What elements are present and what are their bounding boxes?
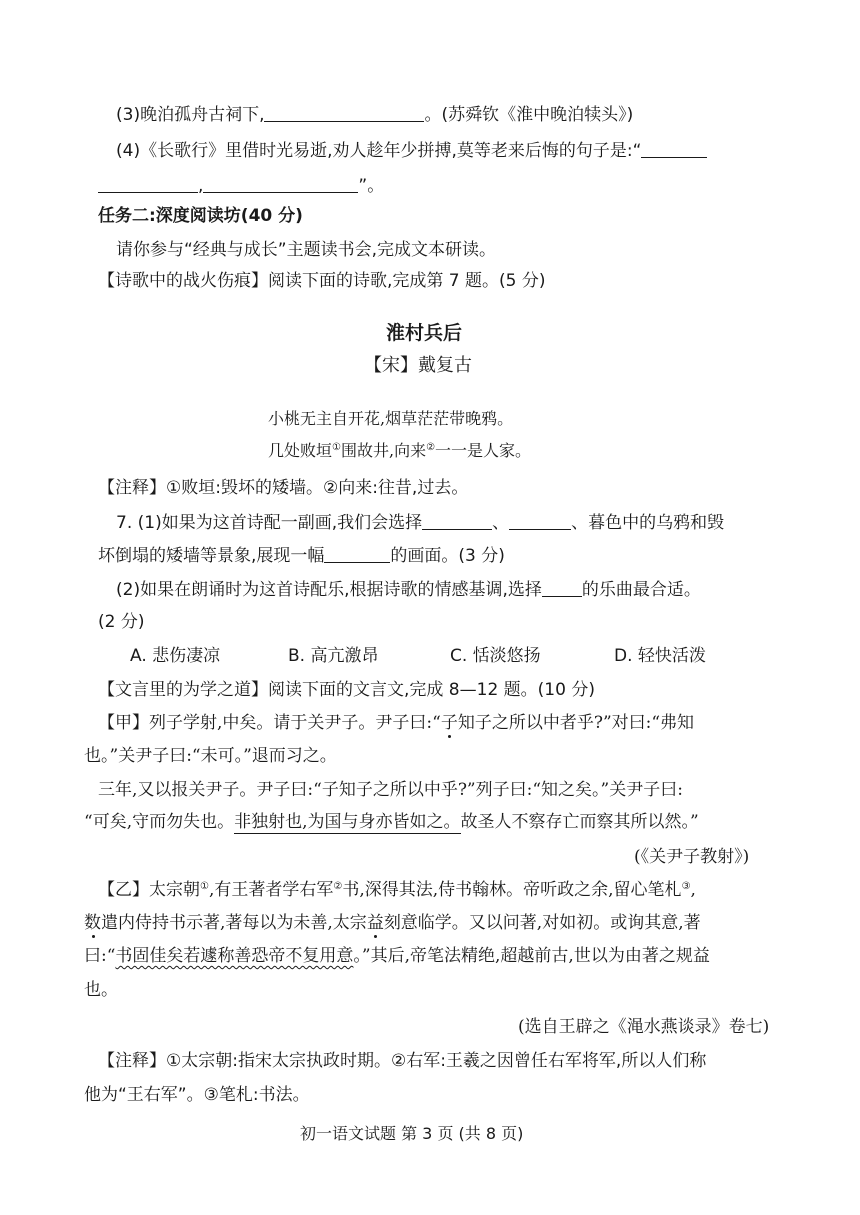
yi-note-line-2: 他为“王右军”。③笔札:书法。 (84, 1085, 310, 1105)
jia-l1-dotted: 子 (440, 713, 458, 733)
question-4 (116, 140, 707, 162)
q4-text: (4)《长歌行》里借时光易逝,劝人趁年少拼搏,莫等老来后悔的句子是:“ (116, 141, 642, 161)
yi-note-mark-3: ③ (681, 881, 691, 892)
yi-line-1 (98, 880, 696, 901)
q7-p1-line2-a: 坏倒塌的矮墙等景象,展现一幅 (98, 546, 325, 566)
q7-blank-3[interactable] (324, 545, 390, 563)
q7-option-b[interactable]: B. 高亢激昂 (288, 646, 379, 666)
poem-section-intro: 【诗歌中的战火伤痕】阅读下面的诗歌,完成第 7 题。(5 分) (98, 271, 546, 291)
yi-note-line-1: 【注释】①太宗朝:指宋太宗执政时期。②右军:王羲之因曾任右军将军,所以人们称 (98, 1051, 707, 1071)
note-mark-1: ① (332, 442, 341, 453)
jia-l1-a: 【甲】列子学射,中矣。请于关尹子。尹子曰:“ (98, 713, 441, 733)
jia-line-3: 三年,又以报关尹子。尹子曰:“子知子之所以中乎?”列子曰:“知之矣。”关尹子曰: (98, 780, 683, 800)
poem-line-1: 小桃无主自开花,烟草茫茫带晚鸦。 (268, 409, 514, 428)
question-3 (116, 104, 633, 126)
jia-line-4 (84, 812, 699, 833)
yi-l3-wavy: 书固佳矣若遽称善恐帝不复用意 (115, 946, 354, 966)
yi-note-mark-2: ② (333, 881, 343, 892)
poem-title: 淮村兵后 (386, 322, 463, 344)
q7-p2-text-a: (2)如果在朗诵时为这首诗配乐,根据诗歌的情感基调,选择 (116, 580, 542, 600)
q3-suffix: 。(苏舜钦《淮中晚泊犊头》) (424, 105, 634, 125)
yi-line-3 (84, 946, 710, 967)
jia-source: (《关尹子教射》) (634, 847, 750, 867)
yi-line-4: 也。 (84, 980, 118, 1000)
page-footer: 初一语文试题 第 3 页 (共 8 页) (300, 1124, 524, 1143)
q7-p1-sep: 、 (492, 513, 510, 533)
yi-l3-b: 。”其后,帝笔法精绝,超越前古,世以为由著之规益 (353, 946, 710, 966)
jia-line-1 (98, 713, 694, 734)
q7-p1-text-a: 7. (1)如果为这首诗配一副画,我们会选择 (116, 513, 423, 533)
q7-p1-line2-b: 的画面。(3 分) (390, 546, 505, 566)
jia-l4-a: “可矣,守而勿失也。 (84, 812, 235, 832)
poem-line-2-a: 几处败垣 (268, 441, 333, 460)
q7-part-2-score: (2 分) (98, 612, 145, 632)
yi-l2-dotted-1: 数 (84, 913, 101, 933)
q4-comma: , (198, 176, 204, 196)
q7-part-2 (116, 579, 701, 601)
q7-blank-4[interactable] (542, 579, 582, 597)
jia-l4-underlined: 非独射也,为国与身亦皆如之。 (234, 812, 461, 832)
poem-note: 【注释】①败垣:毁坏的矮墙。②向来:往昔,过去。 (98, 478, 469, 498)
yi-l1-c: 书,深得其法,侍书翰林。帝听政之余,留心笔札 (342, 880, 682, 900)
q7-blank-2[interactable] (509, 512, 571, 530)
jia-line-2: 也。”关尹子曰:“未可。”退而习之。 (84, 746, 337, 766)
poem-author: 【宋】戴复古 (364, 355, 472, 376)
yi-l2-a: 遣内侍持书示著,著每以为未善,太宗 (101, 913, 367, 933)
q4-blank-1[interactable] (641, 140, 707, 158)
yi-l1-b: ,有王著者学右军 (208, 880, 334, 900)
q7-p2-text-b: 的乐曲最合适。 (581, 580, 701, 600)
q3-prefix: (3)晚泊孤舟古祠下, (116, 105, 265, 125)
yi-l2-dotted-2: 益 (366, 913, 384, 933)
q3-blank[interactable] (264, 104, 424, 122)
yi-l1-d: , (690, 880, 696, 900)
task-2-intro: 请你参与“经典与成长”主题读书会,完成文本研读。 (116, 240, 497, 260)
yi-l1-a: 【乙】太宗朝 (98, 880, 200, 900)
poem-line-2 (268, 441, 531, 461)
q4-end: ”。 (358, 176, 385, 196)
q7-option-c[interactable]: C. 恬淡悠扬 (450, 646, 541, 666)
q7-part-1-line-2 (98, 545, 505, 567)
yi-l3-a: 曰:“ (84, 946, 116, 966)
q7-p1-text-b: 、暮色中的乌鸦和毁 (571, 513, 725, 533)
q7-option-a[interactable]: A. 悲伤凄凉 (130, 646, 221, 666)
yi-line-2 (84, 913, 701, 934)
q4-blank-3[interactable] (203, 175, 358, 193)
yi-note-mark-1: ① (200, 881, 209, 892)
q7-part-1 (116, 512, 724, 534)
note-mark-2: ② (426, 442, 436, 453)
yi-l2-b: 刻意临学。又以问著,对如初。或询其意,著 (383, 913, 701, 933)
q7-blank-1[interactable] (422, 512, 492, 530)
q7-option-d[interactable]: D. 轻快活泼 (614, 646, 706, 666)
poem-line-2-b: 围故井,向来 (340, 441, 427, 460)
poem-line-2-c: 一一是人家。 (435, 441, 532, 460)
task-2-title: 任务二:深度阅读坊(40 分) (98, 206, 303, 226)
question-4-line-2 (98, 175, 384, 197)
yi-source: (选自王辟之《渑水燕谈录》卷七) (518, 1017, 770, 1037)
jia-l1-b: 知子之所以中者乎?”对曰:“弗知 (457, 713, 695, 733)
q4-blank-2[interactable] (98, 175, 198, 193)
classical-section-intro: 【文言里的为学之道】阅读下面的文言文,完成 8—12 题。(10 分) (98, 680, 595, 700)
jia-l4-b: 故圣人不察存亡而察其所以然。” (460, 812, 699, 832)
